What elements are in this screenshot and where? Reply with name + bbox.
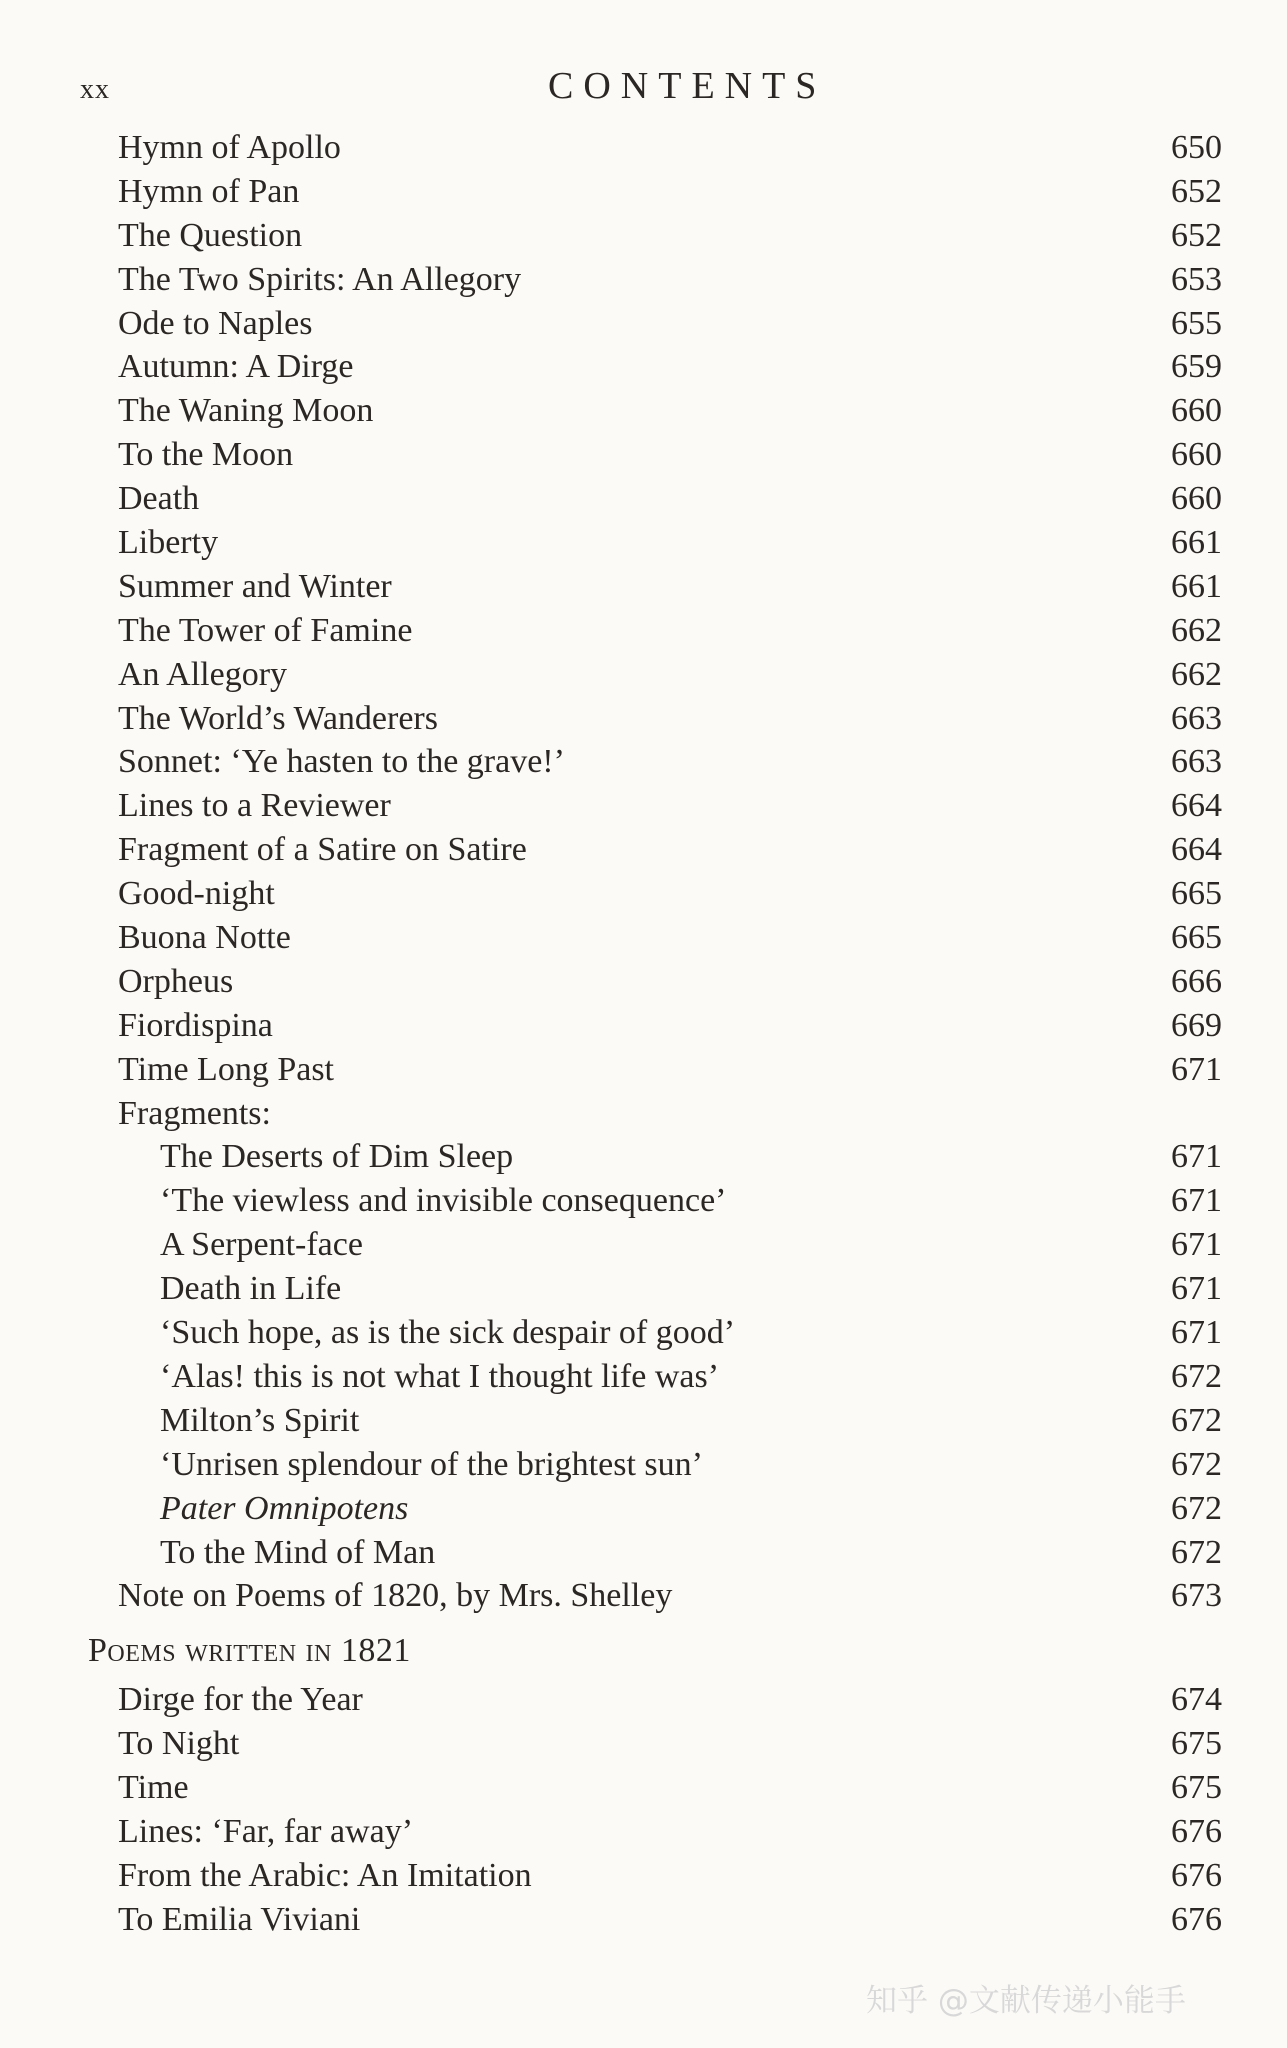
toc-entry-title: The Waning Moon xyxy=(118,392,374,430)
toc-entry-title: Hymn of Apollo xyxy=(118,129,341,166)
section-heading xyxy=(0,1624,1287,1678)
toc-entry-page: 650 xyxy=(1171,129,1222,166)
toc-entry-title: Dirge for the Year xyxy=(118,1681,363,1719)
toc-entry-page: 652 xyxy=(1171,216,1222,254)
toc-entry-title: Liberty xyxy=(118,524,219,562)
toc-entry-title: Time Long Past xyxy=(118,1050,335,1088)
toc-entry-title: ‘Such hope, as is the sick despair of good’ xyxy=(160,1314,736,1352)
toc-entry-title: ‘The viewless and invisible consequence’ xyxy=(160,1182,727,1220)
toc-entry-title: Note on Poems of 1820, by Mrs. Shelley xyxy=(118,1577,673,1615)
toc-entry-title: Lines to a Reviewer xyxy=(118,787,391,825)
toc-entry-page: 660 xyxy=(1171,436,1222,474)
toc-entry-title: Pater Omnipotens xyxy=(160,1489,409,1527)
toc-entry-title: To Night xyxy=(118,1725,240,1763)
toc-entry xyxy=(0,345,1287,389)
toc-entry-page: 671 xyxy=(1171,1270,1222,1308)
toc-entry xyxy=(0,916,1287,960)
toc-entry xyxy=(0,828,1287,872)
toc-entry-page: 674 xyxy=(1171,1681,1222,1719)
watermark: 知乎 @文献传递小能手 xyxy=(866,1983,1186,2019)
toc-entry xyxy=(0,565,1287,609)
toc-entry-title: Hymn of Pan xyxy=(118,172,300,210)
toc-entry-page: 655 xyxy=(1171,304,1222,342)
toc-fragment-entry xyxy=(0,1311,1287,1355)
toc-entry-page: 675 xyxy=(1171,1769,1222,1807)
toc-entry-title: Autumn: A Dirge xyxy=(118,348,354,386)
toc-entry-page: 660 xyxy=(1171,392,1222,430)
toc-entry-page: 672 xyxy=(1171,1357,1222,1395)
toc-entry xyxy=(0,433,1287,477)
toc-fragment-entry xyxy=(0,1531,1287,1575)
toc-entry-page: 669 xyxy=(1171,1006,1222,1044)
toc-entry-page: 661 xyxy=(1171,567,1222,605)
toc-entry xyxy=(0,214,1287,258)
toc-fragment-entry xyxy=(0,1223,1287,1267)
toc-entry-title: To the Mind of Man xyxy=(160,1533,436,1571)
toc-entry-title: To the Moon xyxy=(118,436,294,474)
toc-entry xyxy=(0,302,1287,346)
toc-entry-title: Summer and Winter xyxy=(118,567,392,605)
toc-entry xyxy=(0,653,1287,697)
toc-entry-page: 660 xyxy=(1171,480,1222,518)
toc-entry-title: An Allegory xyxy=(118,655,288,693)
toc-entry xyxy=(0,1722,1287,1766)
toc-entry-title: Fragment of a Satire on Satire xyxy=(118,831,527,869)
toc-entry xyxy=(0,1766,1287,1810)
toc-entry xyxy=(0,1854,1287,1898)
toc-entry-page: 676 xyxy=(1171,1900,1222,1938)
toc-subheading-fragments xyxy=(0,1092,1287,1136)
toc-entry-page: 676 xyxy=(1171,1856,1222,1894)
section-heading-text: Poems written in 1821 xyxy=(88,1632,411,1670)
toc-entry xyxy=(0,126,1287,170)
toc-entry xyxy=(0,1048,1287,1092)
toc-entry-title: From the Arabic: An Imitation xyxy=(118,1856,532,1894)
toc-entry xyxy=(0,784,1287,828)
toc-entry-page: 664 xyxy=(1171,787,1222,825)
toc-fragment-entry xyxy=(0,1179,1287,1223)
toc-entry-page: 666 xyxy=(1171,962,1222,1000)
toc-entry xyxy=(0,1004,1287,1048)
toc-entry-page: 652 xyxy=(1171,172,1222,210)
toc-entry-title: Good-night xyxy=(118,875,275,913)
toc-fragment-entry xyxy=(0,1443,1287,1487)
toc-fragment-entry xyxy=(0,1399,1287,1443)
toc-entry-page: 661 xyxy=(1171,524,1222,562)
toc-entry-page: 662 xyxy=(1171,611,1222,649)
toc-entry xyxy=(0,170,1287,214)
toc-entry-page: 673 xyxy=(1171,1577,1222,1615)
toc-entry-page: 671 xyxy=(1171,1226,1222,1264)
toc-entry-title: ‘Unrisen splendour of the brightest sun’ xyxy=(160,1445,703,1483)
toc-entry-page: 676 xyxy=(1171,1812,1222,1850)
toc-entry-page: 653 xyxy=(1171,260,1222,298)
toc-entry-page: 672 xyxy=(1171,1489,1222,1527)
toc-entry xyxy=(0,1574,1287,1618)
toc-entry-page: 671 xyxy=(1171,1138,1222,1176)
toc-entry-title: The World’s Wanderers xyxy=(118,699,438,737)
table-of-contents xyxy=(0,126,1287,1942)
toc-entry xyxy=(0,1810,1287,1854)
toc-fragment-entry xyxy=(0,1487,1287,1531)
toc-entry-page: 671 xyxy=(1171,1050,1222,1088)
toc-entry-title: Orpheus xyxy=(118,962,234,1000)
header-page-number: xx xyxy=(80,74,110,105)
toc-entry-title: The Tower of Famine xyxy=(118,611,413,649)
toc-entry-title: ‘Alas! this is not what I thought life was’ xyxy=(160,1357,720,1395)
toc-entry-page: 664 xyxy=(1171,831,1222,869)
toc-entry xyxy=(0,960,1287,1004)
toc-entry-page: 671 xyxy=(1171,1182,1222,1220)
toc-entry-title: Ode to Naples xyxy=(118,304,313,342)
toc-entry-title: Milton’s Spirit xyxy=(160,1401,360,1439)
toc-fragment-entry xyxy=(0,1355,1287,1399)
toc-entry xyxy=(0,697,1287,741)
toc-entry-title: Death xyxy=(118,480,200,518)
toc-entry-page: 665 xyxy=(1171,919,1222,957)
toc-entry xyxy=(0,521,1287,565)
toc-entry-page: 659 xyxy=(1171,348,1222,386)
toc-entry xyxy=(0,609,1287,653)
toc-entry xyxy=(0,389,1287,433)
toc-entry-title: A Serpent-face xyxy=(160,1226,363,1264)
toc-entry-title: Sonnet: ‘Ye hasten to the grave!’ xyxy=(118,743,565,781)
toc-entry-title: Fiordispina xyxy=(118,1006,273,1044)
toc-entry-page: 672 xyxy=(1171,1401,1222,1439)
toc-entry-page: 662 xyxy=(1171,655,1222,693)
toc-entry xyxy=(0,477,1287,521)
toc-entry-page: 663 xyxy=(1171,743,1222,781)
toc-entry-page: 672 xyxy=(1171,1445,1222,1483)
toc-entry-title: Death in Life xyxy=(160,1270,342,1308)
toc-entry-title: To Emilia Viviani xyxy=(118,1900,361,1938)
toc-entry-title: Buona Notte xyxy=(118,919,291,957)
toc-entry-title: Fragments: xyxy=(118,1094,271,1132)
toc-entry-page: 671 xyxy=(1171,1314,1222,1352)
toc-entry xyxy=(0,740,1287,784)
toc-entry-title: Lines: ‘Far, far away’ xyxy=(118,1812,414,1850)
page-title: CONTENTS xyxy=(548,65,827,107)
toc-entry-title: The Two Spirits: An Allegory xyxy=(118,260,522,298)
toc-entry xyxy=(0,258,1287,302)
toc-entry xyxy=(0,1898,1287,1942)
toc-entry xyxy=(0,872,1287,916)
toc-entry xyxy=(0,1678,1287,1722)
toc-entry-title: The Question xyxy=(118,216,303,254)
toc-entry-page: 675 xyxy=(1171,1725,1222,1763)
toc-fragment-entry xyxy=(0,1135,1287,1179)
toc-entry-title: Time xyxy=(118,1769,189,1807)
toc-entry-page: 665 xyxy=(1171,875,1222,913)
toc-entry-title: The Deserts of Dim Sleep xyxy=(160,1138,514,1176)
toc-entry-page: 663 xyxy=(1171,699,1222,737)
toc-entry-page: 672 xyxy=(1171,1533,1222,1571)
toc-fragment-entry xyxy=(0,1267,1287,1311)
